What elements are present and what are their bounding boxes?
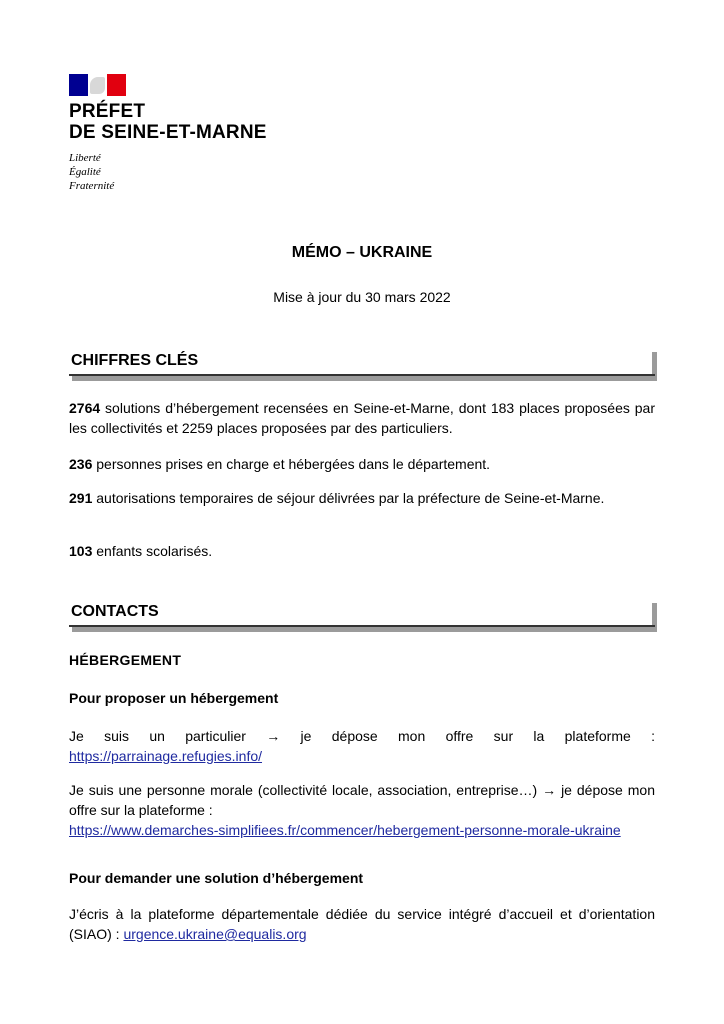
update-date: Mise à jour du 30 mars 2022 <box>273 289 451 305</box>
marianne-flag-logo <box>69 74 126 96</box>
prefet-line-2: DE SEINE-ET-MARNE <box>69 122 267 143</box>
section-chiffres-cles <box>69 352 655 376</box>
key-figure-enfants <box>69 541 655 561</box>
figure-text: enfants scolarisés. <box>92 543 213 559</box>
republic-motto <box>69 151 114 193</box>
demarches-simplifiees-link[interactable]: https://www.demarches-simplifiees.fr/commencer/hebergement-personne-morale-ukraine <box>69 822 621 838</box>
figure-text: personnes prises en charge et hébergées dans le département. <box>92 456 491 472</box>
flag-white-band <box>88 74 107 96</box>
parrainage-link[interactable]: https://parrainage.refugies.info/ <box>69 748 263 764</box>
personne-morale-paragraph <box>69 780 655 840</box>
particulier-text: Je suis un particulier → je dépose mon offre sur la plateforme : <box>69 728 655 744</box>
siao-text: J’écris à la plateforme départementale dédiée du service intégré d’accueil et d’orientation (SIAO) : <box>69 906 655 942</box>
key-figure-personnes <box>69 454 655 474</box>
subheading-hebergement: HÉBERGEMENT <box>69 652 182 668</box>
siao-paragraph <box>69 904 655 944</box>
section-heading-contacts: CONTACTS <box>71 603 159 620</box>
key-figure-autorisations <box>69 488 655 508</box>
section-rule <box>69 374 655 376</box>
prefecture-name <box>69 101 267 143</box>
figure-number: 2764 <box>69 400 101 416</box>
particulier-paragraph <box>69 726 655 766</box>
flag-red-band <box>107 74 126 96</box>
motto-fraternite: Fraternité <box>69 180 115 192</box>
heading-proposer: Pour proposer un hébergement <box>69 690 279 706</box>
section-rule <box>69 625 655 627</box>
memo-title: MÉMO – UKRAINE <box>291 244 433 261</box>
personne-morale-text: Je suis une personne morale (collectivité locale, association, entreprise…) → je dépose mon offre sur la plateforme : <box>69 782 655 818</box>
figure-number: 236 <box>69 456 93 472</box>
motto-liberte: Liberté <box>69 152 101 164</box>
section-contacts <box>69 603 655 627</box>
figure-number: 103 <box>69 543 93 559</box>
figure-number: 291 <box>69 490 93 506</box>
figure-text: solutions d’hébergement recensées en Seine-et-Marne, dont 183 places proposées par les collectivités et 2259 places proposées par des particuliers. <box>69 400 655 436</box>
figure-text: autorisations temporaires de séjour délivrées par la préfecture de Seine-et-Marne. <box>92 490 605 506</box>
key-figure-hebergement <box>69 398 655 438</box>
motto-egalite: Égalité <box>69 166 101 178</box>
flag-blue-band <box>69 74 88 96</box>
urgence-email-link[interactable]: urgence.ukraine@equalis.org <box>123 926 307 942</box>
section-heading-chiffres: CHIFFRES CLÉS <box>71 352 199 369</box>
section-shadow <box>72 376 657 381</box>
heading-demander: Pour demander une solution d’hébergement <box>69 870 364 886</box>
section-shadow <box>72 627 657 632</box>
prefet-line-1: PRÉFET <box>69 101 146 122</box>
